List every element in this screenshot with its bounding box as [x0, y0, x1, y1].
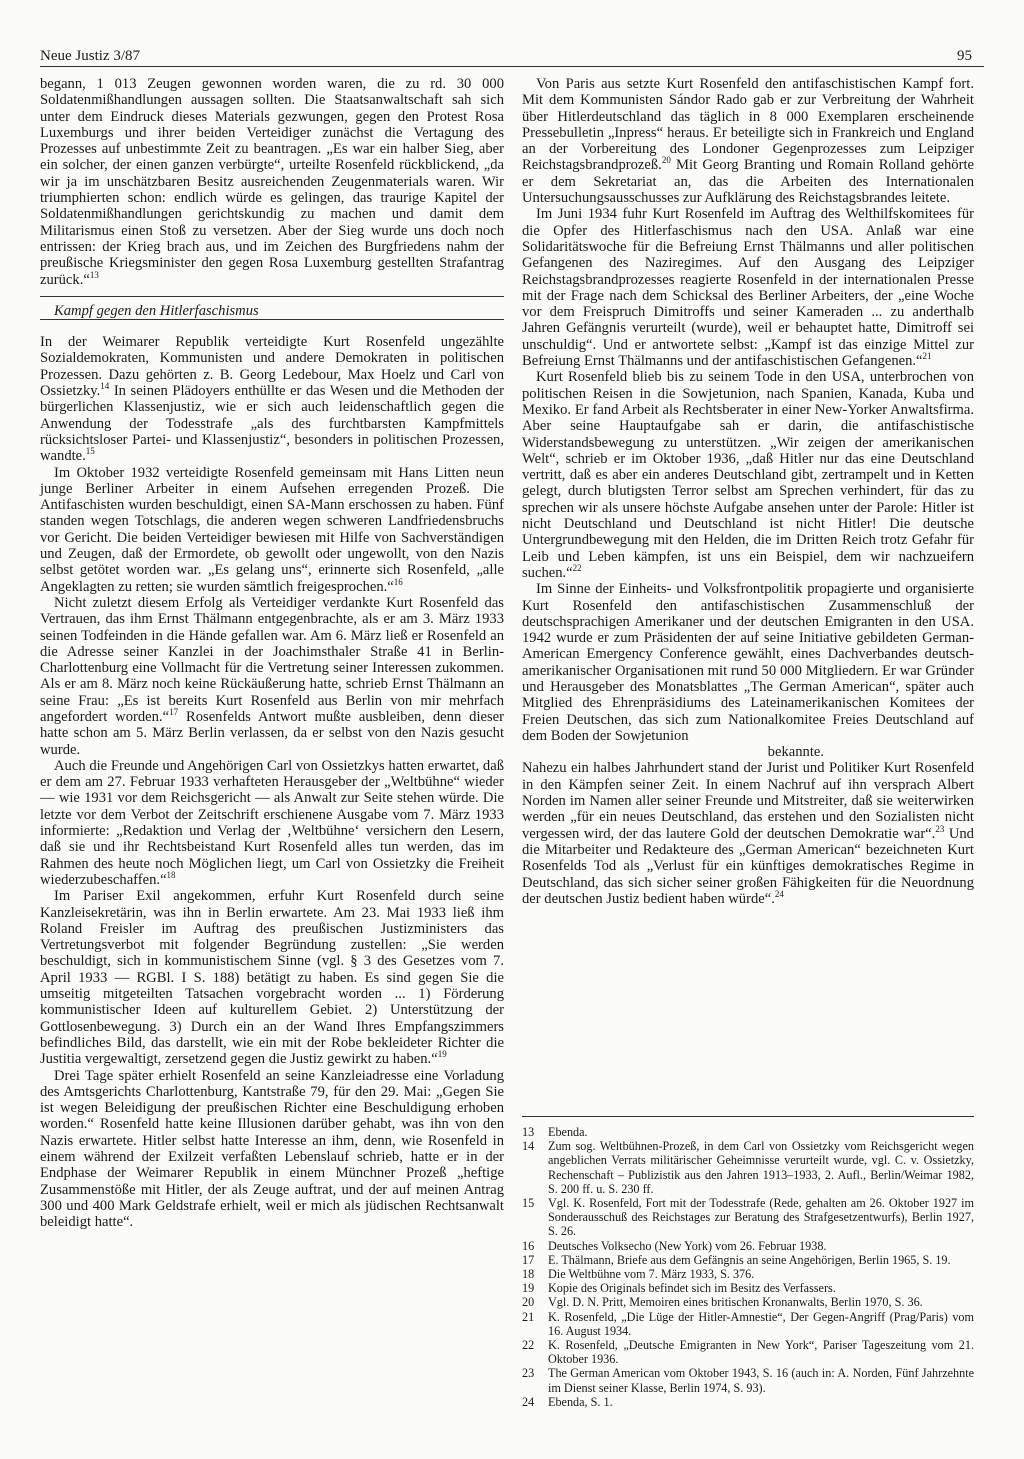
paragraph: In der Weimarer Republik verteidigte Kurt Rosenfeld ungezählte Sozialdemokraten, Kommunisten und andere Demokraten in politischen Prozessen. Dazu gehörten z. B. Georg Ledebour, Max Hoelz und Carl von Ossietzky.$^{14}$ In seinen Plädoyers enthüllte er das Wesen und die Methoden der bürgerlichen Klassenjustiz, wie er sich auch leidenschaftlich gegen die Anwendung der Todesstrafe „als des furchtbarsten Kampfmittels rücksichtsloser Partei- und Klassenjustiz“, besonders in politischen Prozessen, wandte.$^{15}$: [40, 334, 504, 465]
section-divider: [40, 296, 504, 297]
section-heading: Kampf gegen den Hitlerfaschismus: [54, 302, 259, 319]
footnote: [522, 1267, 974, 1281]
footnote-ref[interactable]: 20: [661, 155, 671, 166]
footnote: [522, 1295, 974, 1309]
footnote-number: 17: [522, 1252, 535, 1267]
footnote-ref[interactable]: 23: [935, 823, 945, 834]
footnote: [522, 1310, 974, 1338]
paragraph: Von Paris aus setzte Kurt Rosenfeld den antifaschistischen Kampf fort. Mit dem Kommunisten Sándor Rado gab er zur Verbreitung der Wahrheit über Hitlerdeutschland das täglich in 8 000 Exemplaren erscheinende Pressebulletin „Inpress“ heraus. Er beteiligte sich in Frankreich und England an der Vorbereitung des Londoner Gegenprozesses zum Leipziger Reichstagsbrandprozeß.$^{20}$ Mit Georg Branting und Romain Rolland gehörte er dem Sekretariat an, das die Arbeiten des Internationalen Untersuchungsausschusses zur Aufklärung des Reichstagsbrandes leitete.: [522, 76, 974, 207]
footnote: [522, 1139, 974, 1196]
footnote-text: K. Rosenfeld, „Deutsche Emigranten in New York“, Pariser Tageszeitung vom 21. Oktober 1936.: [548, 1338, 974, 1367]
footnote-text: Ebenda.: [548, 1125, 588, 1139]
footnote-ref[interactable]: 13: [89, 269, 99, 280]
footnote-number: 14: [522, 1139, 535, 1154]
footnote: [522, 1366, 974, 1394]
paragraph: Im Pariser Exil angekommen, erfuhr Kurt Rosenfeld durch seine Kanzleisekretärin, was ihn in Berlin erwartete. Am 23. Mai 1933 ließ ihm Roland Freisler im Auftrag des preußischen Justizministers das Vertretungsverbot mit folgender Begründung zustellen: „Sie werden beschuldigt, sich in kommunistischem Sinne (vgl. § 3 des Gesetzes vom 7. April 1933 — RGBl. I S. 188) betätigt zu haben. Es sind gegen Sie die umseitig mitgeteilten Tatsachen vorgebracht worden ... 1) Förderung kommunistischer Ideen auf kulturellem Gebiet. 2) Unterstützung der Gottlosenbewegung. 3) Durch ein an der Wand Ihres Empfangszimmers befindliches Bild, das darstellt, wie ein mit der Robe bekleideter Richter die Justitia vergewaltigt, zersetzend gegen die Justiz gewirkt zu haben.“$^{19}$: [40, 888, 504, 1068]
footnote-ref[interactable]: 14: [100, 381, 110, 392]
paragraph: Nicht zuletzt diesem Erfolg als Verteidiger verdankte Kurt Rosenfeld das Vertrauen, das ihm Ernst Thälmann entgegenbrachte, als er am 3. März 1933 seinen Todfeinden in die Hände gefallen war. Am 6. März ließ er Rosenfeld an die Adresse seiner Kanzlei in der Joachimsthaler Straße 41 in Berlin-Charlottenburg eine Vollmacht für die Vertretung seiner Interessen zukommen. Als er am 8. März noch keine Rückäußerung hatte, schrieb Ernst Thälmann an seine Frau: „Es ist bereits Kurt Rosenfeld aus Berlin von mir mehrfach angefordert worden.“$^{17}$ Rosenfelds Antwort mußte ausbleiben, denn dieser hatte schon am 5. März Berlin verlassen, da er selbst von den Nazis gesucht wurde.: [40, 594, 505, 758]
footnote-ref[interactable]: 21: [922, 351, 932, 362]
section-divider: [40, 319, 504, 320]
footnote-number: 19: [522, 1281, 535, 1296]
footnote-text: Vgl. D. N. Pritt, Memoiren eines britischen Kronanwalts, Berlin 1970, S. 36.: [548, 1295, 923, 1310]
left-column: [40, 76, 504, 1230]
running-header: [40, 48, 972, 68]
page-number: 95: [957, 48, 972, 64]
footnote-number: 24: [522, 1394, 535, 1409]
footnote: [522, 1125, 974, 1139]
footnote-number: 15: [522, 1196, 535, 1211]
footnote-rule: [522, 1116, 974, 1117]
footnote-text: The German American vom Oktober 1943, S. 16 (auch in: A. Norden, Fünf Jahrzehnte im Dienst seiner Klasse, Berlin 1974, S. 93).: [548, 1366, 974, 1395]
footnote-ref[interactable]: 17: [169, 707, 179, 718]
footnote-ref[interactable]: 19: [437, 1049, 447, 1060]
footnote-ref[interactable]: 24: [774, 888, 784, 899]
paragraph: begann, 1 013 Zeugen gewonnen worden waren, die zu rd. 30 000 Soldatenmißhandlungen aussagen sollten. Die Staatsanwaltschaft sah sich unter dem Eindruck dieses Materials gezwungen, gegen den Protest Rosa Luxemburgs und ihrer beiden Verteidiger zunächst die Vertagung des Prozesses auf unbestimmte Zeit zu beantragen. „Es war ein halber Sieg, aber ein solcher, der einen ganzen verbürgte“, urteilte Rosenfeld rückblickend, „da wir ja im unschätzbaren Besitz ausreichenden Zeugenmaterials waren. Wir triumphierten schon: endlich würde es gelingen, das traurige Kapitel der Soldatenmißhandlungen gerichtskundig zu machen und damit dem Militarismus einen Stoß zu versetzen. Aber der Sieg wurde uns doch noch entrissen: der Krieg brach aus, und im Zeichen des Burgfriedens nahm der preußische Kriegsminister den gegen Rosa Luxemburg gestellten Strafantrag zurück.“$^{13}$: [40, 76, 504, 288]
footnote-number: 13: [522, 1125, 535, 1139]
footnote-number: 23: [522, 1366, 535, 1381]
footnote-ref[interactable]: 16: [393, 576, 403, 587]
closing-paragraph: Nahezu ein halbes Jahrhundert stand der Jurist und Politiker Kurt Rosenfeld in den Kämpfen seiner Zeit. In einem Nachruf auf ihn versprach Albert Norden im Namen aller seiner Freunde und Mitstreiter, daß sie weiterwirken werden „für ein neues Deutschland, das erstehen und den Sozialisten nicht vergessen wird, der das lautere Gold der deutschen Demokratie war“.$^{23}$ Und die Mitarbeiter und Redakteure des „German American“ bezeichneten Kurt Rosenfelds Tod als „Verlust für ein künftiges demokratisches Regime in Deutschland, das sich sicher seiner großen Fähigkeiten für die Neuordnung der deutschen Justiz bedient haben würde“.$^{24}$: [522, 760, 974, 907]
footnotes: [522, 1125, 974, 1409]
footnote-text: Die Weltbühne vom 7. März 1933, S. 376.: [548, 1267, 755, 1282]
paragraph: Auch die Freunde und Angehörigen Carl von Ossietzkys hatten erwartet, daß er dem am 27. Februar 1933 verhafteten Herausgeber der „Weltbühne“ wieder — wie 1931 vor dem Reichsgericht — als Anwalt zur Seite stehen würde. Die letzte vor dem Verbot der Zeitschrift erschienene Ausgabe vom 7. März 1933 informierte: „Redaktion und Verlag der ‚Weltbühne‘ versichern den Lesern, daß sie und ihr Rechtsbeistand Kurt Rosenfeld alles tun werden, das im Rahmen des heute noch Möglichen liegt, um Carl von Ossietzky die Freiheit wiederzubeschaffen.“$^{18}$: [40, 757, 504, 888]
paragraph: Im Juni 1934 fuhr Kurt Rosenfeld im Auftrag des Welthilfskomitees für die Opfer des Hitlerfaschismus nach den USA. Anlaß war eine Solidaritätswoche für die Befreiung Ernst Thälmanns und aller politischen Gefangenen des Naziregimes. Auf den Ausgang des Leipziger Reichstagsbrandprozesses reagierte Rosenfeld in der internationalen Presse mit der Frage nach dem Schicksal des Berliner Arbeiters, der „eine Woche vor dem Freispruch Dimitroffs und seiner Kameraden ... zu anderthalb Jahren Gefängnis verurteilt (wurde), weil er behauptet hatte, Dimitroff sei unschuldig“. Und er antwortete selbst: „Kampf ist das einzige Mittel zur Befreiung Ernst Thälmanns und der antifaschistischen Gefangenen.“$^{21}$: [522, 206, 974, 370]
paragraph: Kurt Rosenfeld blieb bis zu seinem Tode in den USA, unterbrochen von politischen Reisen in die Sowjetunion, nach Spanien, Kanada, Kuba und Mexiko. Er fand Arbeit als Rechtsberater in einer New-Yorker Anwaltsfirma. Aber seine Hauptaufgabe sah er darin, die antifaschistische Widerstandsbewegung zu unterstützen. „Wir zeigen der amerikanischen Welt“, schrieb er im Oktober 1936, „daß Hitler nur das eine Deutschland vertritt, daß es aber ein anderes Deutschland gibt, zertrampelt und in Ketten gelegt, durch blutigsten Terror selbst am Sprechen verhindert, für das zu sprechen wir als unsere höchste Aufgabe ansehen unter der Parole: Hitler ist nicht Deutschland und Deutschland ist nicht Hitler! Die deutsche Untergrundbewegung mit den Helden, die im Dritten Reich trotz Gefahr für Leib und Leben kämpfen, ist uns ein Beispiel, dem wir nachzueifern suchen.“$^{22}$: [522, 369, 974, 581]
footnote-number: 16: [522, 1238, 535, 1253]
footnote-ref[interactable]: 18: [166, 870, 176, 881]
footnote: [522, 1281, 974, 1295]
footnote-ref[interactable]: 15: [85, 446, 95, 457]
journal-title: Neue Justiz 3/87: [40, 48, 140, 64]
header-rule: [40, 66, 984, 67]
footnote: [522, 1338, 974, 1366]
footnote: [522, 1395, 974, 1409]
footnote: [522, 1239, 974, 1253]
footnote-text: Ebenda, S. 1.: [548, 1394, 613, 1409]
paragraph: Im Oktober 1932 verteidigte Rosenfeld gemeinsam mit Hans Litten neun junge Berliner Arbeiter in einem Aufsehen erregenden Prozeß. Die Antifaschisten wurden beschuldigt, einen SA-Mann erschossen zu haben. Fünf standen wegen Totschlags, die anderen wegen schweren Landfriedensbruchs vor Gericht. Die beiden Verteidiger bewiesen mit Hilfe von Sachverständigen und Zeugen, daß der Ermordete, ob gewollt oder ungewollt, von den Nazis selbst getötet worden war. „Es gelang uns“, erinnerte sich Rosenfeld, „alle Angeklagten zu retten; sie wurden sämtlich freigesprochen.“$^{16}$: [40, 464, 504, 595]
paragraph: Im Sinne der Einheits- und Volksfrontpolitik propagierte und organisierte Kurt Rosenfeld den antifaschistischen Zusammenschluß der deutschsprachigen Amerikaner und der deutschen Emigranten in den USA. 1942 wurde er zum Präsidenten der auf seine Initiative gebildeten German-American Emergency Conference gewählt, eines Dachverbandes deutsch-amerikanischer Organisationen mit rund 50 000 Mitgliedern. Er war Gründer und Herausgeber des Monatsblattes „The German American“, später auch Mitglied des Ehrenpräsidiums des Lateinamerikanischen Komitees der Freien Deutschen, das sich zum Nationalkomitee Freies Deutschland auf dem Boden der Sowjetunion: [522, 581, 974, 744]
footnote-number: 21: [522, 1309, 535, 1324]
footnote: [522, 1253, 974, 1267]
footnote-text: Zum sog. Weltbühnen-Prozeß, in dem Carl von Ossietzky vom Reichsgericht wegen angeblichen Verrats militärischer Geheimnisse verurteilt wurde, vgl. C. v. Ossietzky, Rechenschaft – Publizistik aus den Jahren 1913–1933, 2. Aufl., Berlin/Weimar 1982, S. 200 ff. u. S. 230 ff.: [548, 1139, 974, 1196]
footnote-number: 20: [522, 1295, 535, 1310]
footnote-text: K. Rosenfeld, „Die Lüge der Hitler-Amnestie“, Der Gegen-Angriff (Prag/Paris) vom 16. August 1934.: [548, 1309, 974, 1338]
footnote-text: Kopie des Originals befindet sich im Besitz des Verfassers.: [548, 1281, 836, 1296]
footnote: [522, 1196, 974, 1239]
footnote-number: 22: [522, 1338, 535, 1353]
paragraph: Drei Tage später erhielt Rosenfeld an seine Kanzleiadresse eine Vorladung des Amtsgerichts Charlottenburg, Kantstraße 79, für den 29. Mai: „Gegen Sie ist wegen Beleidigung der preußischen Richter eine Beschuldigung erhoben worden.“ Rosenfeld hatte keine Illusionen darüber gehabt, was ihn von den Nazis erwartete. Hitler selbst hatte Interesse an ihm, denn, wie Rosenfeld in einem während der Exilzeit verfaßten Lebenslauf schrieb, hatte er in der Endphase der Weimarer Republik in einem Münchner Prozeß „heftige Zusammenstöße mit Hitler, der als Zeuge auftrat, und der auf meinen Antrag 300 und 400 Mark Geldstrafe erhielt, weil er mich als jüdischen Rechtsanwalt beleidigt hatte“.: [40, 1067, 504, 1231]
footnote-number: 18: [522, 1267, 535, 1282]
right-column: [522, 76, 974, 907]
footnote-ref[interactable]: 22: [572, 563, 582, 574]
paragraph-end: bekannte.: [767, 744, 824, 761]
footnote-text: E. Thälmann, Briefe aus dem Gefängnis an seine Angehörigen, Berlin 1965, S. 19.: [548, 1252, 951, 1267]
footnote-text: Deutsches Volksecho (New York) vom 26. Februar 1938.: [548, 1238, 827, 1253]
footnote-text: Vgl. K. Rosenfeld, Fort mit der Todesstrafe (Rede, gehalten am 26. Oktober 1927 im Sonderausschuß des Reichstages zur Beratung des Strafgesetzentwurfs), Berlin 1927, S. 26.: [548, 1196, 974, 1239]
